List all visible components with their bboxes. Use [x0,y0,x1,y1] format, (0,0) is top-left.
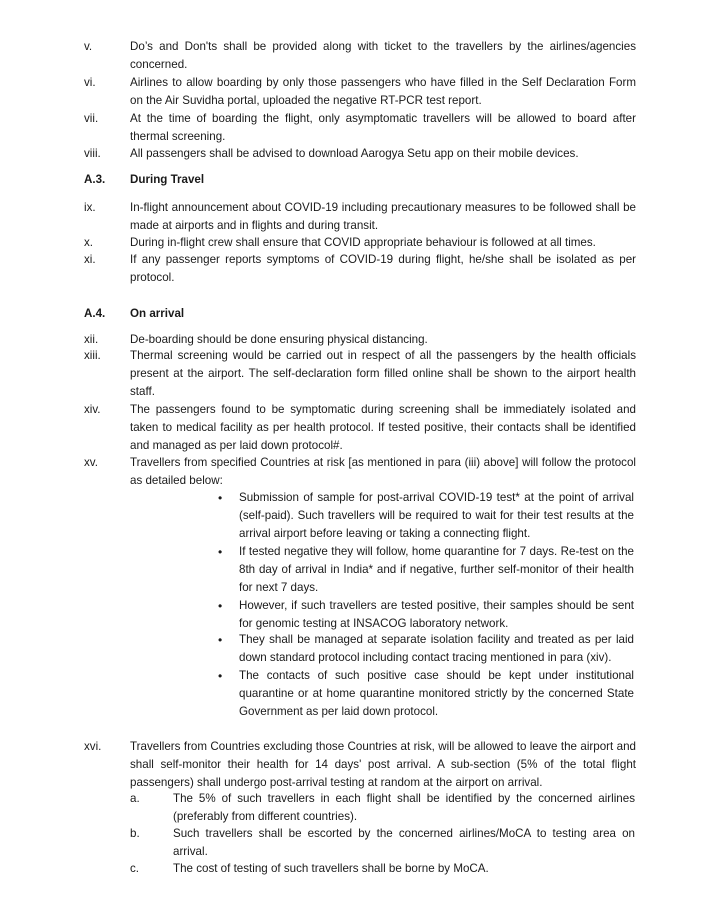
item-vii [84,110,636,146]
item-text: The passengers found to be symptomatic during screening shall be immediately isolated and taken to medical facility as per health protocol. If tested positive, their contacts shall be identified and managed as per laid down protocol#. [130,403,636,452]
bullet-text: Submission of sample for post-arrival COVID-19 test* at the point of arrival (self-paid). Such travellers will be required to wait for their test results at the arrival airport before leaving or taking a connecting flight. [239,491,634,540]
subitem-c [130,860,635,878]
section-heading-a3 [84,171,636,189]
bullet-item [214,631,634,667]
section-title: During Travel [130,173,205,186]
item-xv [84,454,636,490]
item-xvi [84,738,636,792]
item-number: xv. [84,456,98,469]
item-x [84,234,636,252]
bullet-text: However, if such travellers are tested positive, their samples should be sent for genomic testing at INSACOG laboratory network. [239,599,634,630]
item-number: xi. [84,253,96,266]
item-text: During in-flight crew shall ensure that COVID appropriate behaviour is followed at all times. [130,236,596,249]
item-number: ix. [84,201,96,214]
item-number: viii. [84,147,101,160]
item-number: xiii. [84,349,101,362]
bullet-glyph: • [218,633,223,647]
item-vi [84,74,636,110]
bullet-text: They shall be managed at separate isolation facility and treated as per laid down standard protocol including contact tracing mentioned in para (xiv). [239,633,634,664]
item-number: xvi. [84,740,102,753]
bullet-item [214,667,634,721]
item-text: Travellers from specified Countries at risk [as mentioned in para (iii) above] will follow the protocol as detailed below: [130,456,636,487]
bullet-text: If tested negative they will follow, home quarantine for 7 days. Re-test on the 8th day of arrival in India* and if negative, further self-monitor of their health for next 7 days. [239,545,634,594]
item-number: vii. [84,112,99,125]
subitem-text: Such travellers shall be escorted by the concerned airlines/MoCA to testing area on arrival. [173,827,635,858]
bullet-item [214,543,634,597]
subitem-a [130,790,635,826]
item-ix [84,199,636,235]
bullet-glyph: • [218,599,223,613]
item-viii [84,145,636,163]
item-text: In-flight announcement about COVID-19 including precautionary measures to be followed shall be made at airports and in flights and during transit. [130,201,636,232]
item-number: vi. [84,76,96,89]
item-number: xiv. [84,403,101,416]
item-v [84,38,636,74]
bullet-item [214,597,634,633]
item-text: At the time of boarding the flight, only asymptomatic travellers will be allowed to board after thermal screening. [130,112,636,143]
item-text: All passengers shall be advised to download Aarogya Setu app on their mobile devices. [130,147,579,160]
item-text: If any passenger reports symptoms of COVID-19 during flight, he/she shall be isolated as per protocol. [130,253,636,284]
item-text: Do’s and Don'ts shall be provided along with ticket to the travellers by the airlines/agencies concerned. [130,40,636,71]
item-text: Airlines to allow boarding by only those passengers who have filled in the Self Declaration Form on the Air Suvidha portal, uploaded the negative RT-PCR test report. [130,76,636,107]
item-text: De-boarding should be done ensuring physical distancing. [130,333,428,346]
subitem-text: The cost of testing of such travellers shall be borne by MoCA. [173,862,489,875]
item-xi [84,251,636,287]
subitem-letter: a. [130,792,140,805]
item-text: Travellers from Countries excluding those Countries at risk, will be allowed to leave the airport and shall self-monitor their health for 14 days' post arrival. A sub-section (5% of the total flight passengers) shall undergo post-arrival testing at random at the airport on arrival. [130,740,636,789]
bullet-text: The contacts of such positive case should be kept under institutional quarantine or at home quarantine monitored strictly by the concerned State Government as per laid down protocol. [239,669,634,718]
bullet-item [214,489,634,543]
subitem-letter: c. [130,862,140,875]
item-number: v. [84,40,93,53]
subitem-text: The 5% of such travellers in each flight shall be identified by the concerned airlines (preferably from different countries). [173,792,635,823]
item-xiii [84,347,636,401]
section-number: A.3. [84,173,106,186]
subitem-letter: b. [130,827,140,840]
subitem-b [130,825,635,861]
section-heading-a4 [84,305,636,323]
item-xiv [84,401,636,455]
bullet-glyph: • [218,491,223,505]
item-number: xii. [84,333,99,346]
bullet-glyph: • [218,669,223,683]
item-text: Thermal screening would be carried out in respect of all the passengers by the health officials present at the airport. The self-declaration form filled online shall be shown to the airport health staff. [130,349,636,398]
item-number: x. [84,236,94,249]
bullet-glyph: • [218,545,223,559]
section-title: On arrival [130,307,185,320]
section-number: A.4. [84,307,106,320]
